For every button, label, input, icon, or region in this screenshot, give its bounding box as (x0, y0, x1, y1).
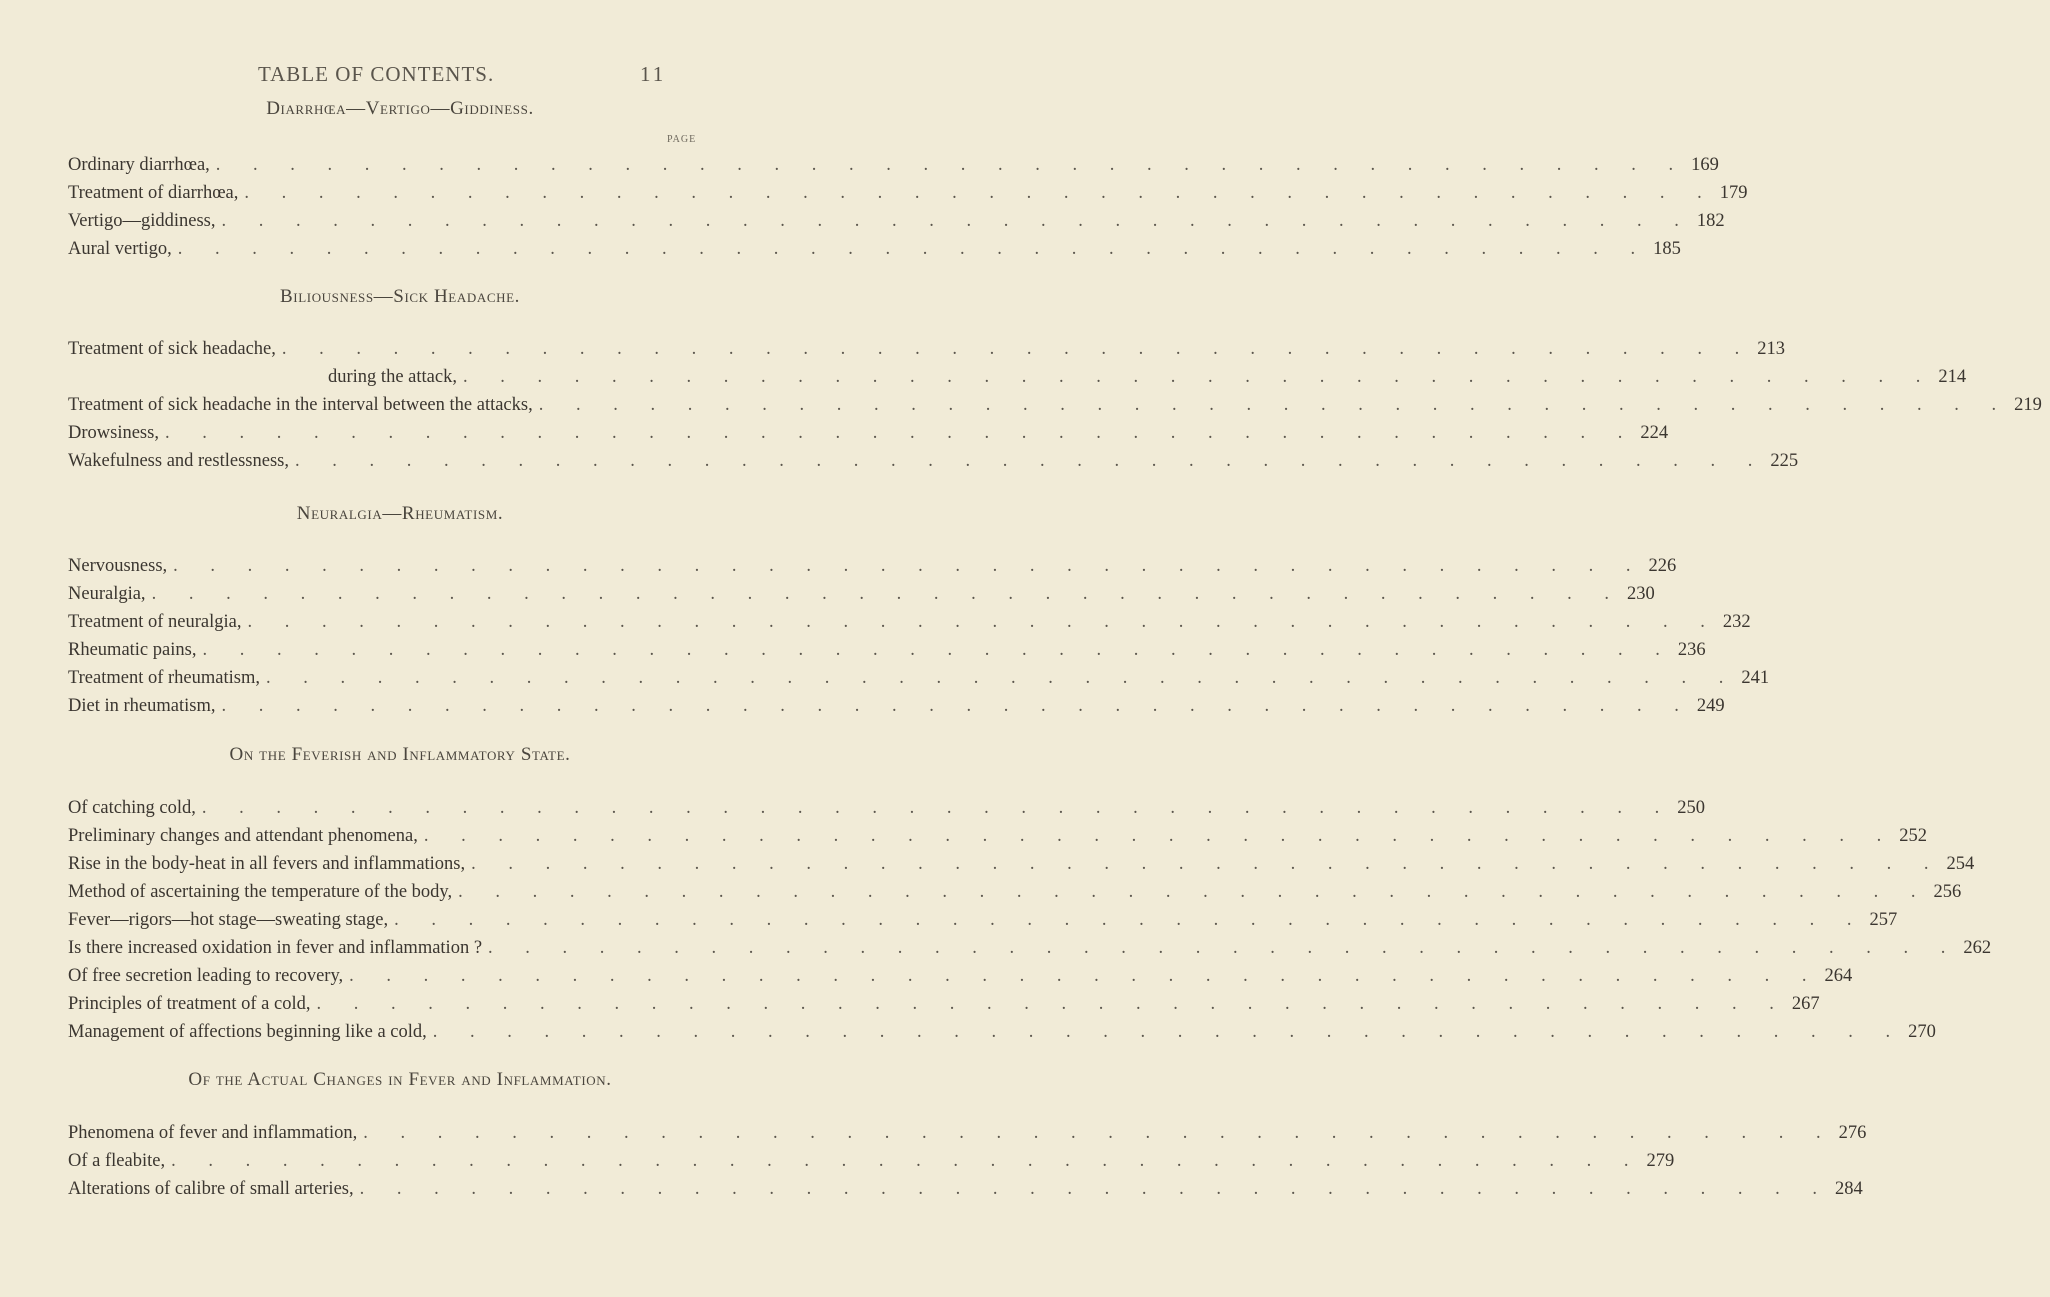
page-number: 11 (640, 62, 667, 86)
toc-entry: Rheumatic pains, . . . . . . . . . . . . . . . . . . . . . . . . . . . . . . . . . . . . . . . . 236 (68, 640, 1706, 660)
toc-entry: Treatment of diarrhœa, . . . . . . . . . . . . . . . . . . . . . . . . . . . . . . . . . . . . . . . . 179 (68, 183, 1748, 203)
section-title-diarrhoea: Diarrhœa—Vertigo—Giddiness. (266, 98, 534, 119)
section-title-neuralgia: Neuralgia—Rheumatism. (296, 503, 504, 524)
toc-entry: Method of ascertaining the temperature of the body, . . . . . . . . . . . . . . . . . . . . . . . . . . . . . . . . . . . . . . . . 256 (68, 882, 1962, 902)
toc-entry: Is there increased oxidation in fever and inflammation ? . . . . . . . . . . . . . . . . . . . . . . . . . . . . . . . . . . . . . . . . 262 (68, 938, 1992, 958)
toc-entry: Rise in the body-heat in all fevers and inflammations, . . . . . . . . . . . . . . . . . . . . . . . . . . . . . . . . . . . . . . . . 254 (68, 854, 1975, 874)
toc-entry: Diet in rheumatism, . . . . . . . . . . . . . . . . . . . . . . . . . . . . . . . . . . . . . . . . 249 (68, 696, 1725, 716)
page-column-label: PAGE (667, 134, 697, 145)
toc-entry: Neuralgia, . . . . . . . . . . . . . . . . . . . . . . . . . . . . . . . . . . . . . . . . 230 (68, 584, 1655, 604)
toc-entry: Alterations of calibre of small arteries, . . . . . . . . . . . . . . . . . . . . . . . . . . . . . . . . . . . . . . . . 284 (68, 1179, 1863, 1199)
toc-entry: Of a fleabite, . . . . . . . . . . . . . . . . . . . . . . . . . . . . . . . . . . . . . . . . 279 (68, 1151, 1675, 1171)
section-title-actual-changes: Of the Actual Changes in Fever and Inflammation. (188, 1069, 612, 1090)
toc-entry: Principles of treatment of a cold, . . . . . . . . . . . . . . . . . . . . . . . . . . . . . . . . . . . . . . . . 267 (68, 994, 1820, 1014)
toc-entry: Nervousness, . . . . . . . . . . . . . . . . . . . . . . . . . . . . . . . . . . . . . . . . 226 (68, 556, 1677, 576)
toc-entry: Treatment of neuralgia, . . . . . . . . . . . . . . . . . . . . . . . . . . . . . . . . . . . . . . . . 232 (68, 612, 1751, 632)
toc-entry: Aural vertigo, . . . . . . . . . . . . . . . . . . . . . . . . . . . . . . . . . . . . . . . . 185 (68, 239, 1681, 259)
toc-entry: Of free secretion leading to recovery, . . . . . . . . . . . . . . . . . . . . . . . . . . . . . . . . . . . . . . . . 264 (68, 966, 1853, 986)
toc-entry: Ordinary diarrhœa, . . . . . . . . . . . . . . . . . . . . . . . . . . . . . . . . . . . . . . . . 169 (68, 155, 1719, 175)
toc-entry: Drowsiness, . . . . . . . . . . . . . . . . . . . . . . . . . . . . . . . . . . . . . . . . 224 (68, 423, 1669, 443)
toc-entry: Fever—rigors—hot stage—sweating stage, . . . . . . . . . . . . . . . . . . . . . . . . . . . . . . . . . . . . . . . . 257 (68, 910, 1898, 930)
toc-entry: Of catching cold, . . . . . . . . . . . . . . . . . . . . . . . . . . . . . . . . . . . . . . . . 250 (68, 798, 1706, 818)
toc-entry: during the attack, . . . . . . . . . . . . . . . . . . . . . . . . . . . . . . . . . . . . . . . . 214 (328, 367, 1967, 387)
toc-entry: Treatment of sick headache, . . . . . . . . . . . . . . . . . . . . . . . . . . . . . . . . . . . . . . . . 213 (68, 339, 1786, 359)
toc-entry: Treatment of sick headache in the interval between the attacks, . . . . . . . . . . . . . . . . . . . . . . . . . . . . . . . . . . . . . . . . 219 (68, 395, 2042, 415)
toc-entry: Preliminary changes and attendant phenomena, . . . . . . . . . . . . . . . . . . . . . . . . . . . . . . . . . . . . . . . . 252 (68, 826, 1927, 846)
toc-entry: Treatment of rheumatism, . . . . . . . . . . . . . . . . . . . . . . . . . . . . . . . . . . . . . . . . 241 (68, 668, 1770, 688)
toc-entry: Vertigo—giddiness, . . . . . . . . . . . . . . . . . . . . . . . . . . . . . . . . . . . . . . . . 182 (68, 211, 1725, 231)
toc-entry: Management of affections beginning like a cold, . . . . . . . . . . . . . . . . . . . . . . . . . . . . . . . . . . . . . . . . 270 (68, 1022, 1936, 1042)
section-title-biliousness: Biliousness—Sick Headache. (280, 286, 520, 307)
toc-entry: Phenomena of fever and inflammation, . . . . . . . . . . . . . . . . . . . . . . . . . . . . . . . . . . . . . . . . 276 (68, 1123, 1867, 1143)
running-head: TABLE OF CONTENTS. (258, 62, 495, 86)
section-title-feverish-state: On the Feverish and Inflammatory State. (229, 744, 571, 765)
toc-entry: Wakefulness and restlessness, . . . . . . . . . . . . . . . . . . . . . . . . . . . . . . . . . . . . . . . . 225 (68, 451, 1799, 471)
